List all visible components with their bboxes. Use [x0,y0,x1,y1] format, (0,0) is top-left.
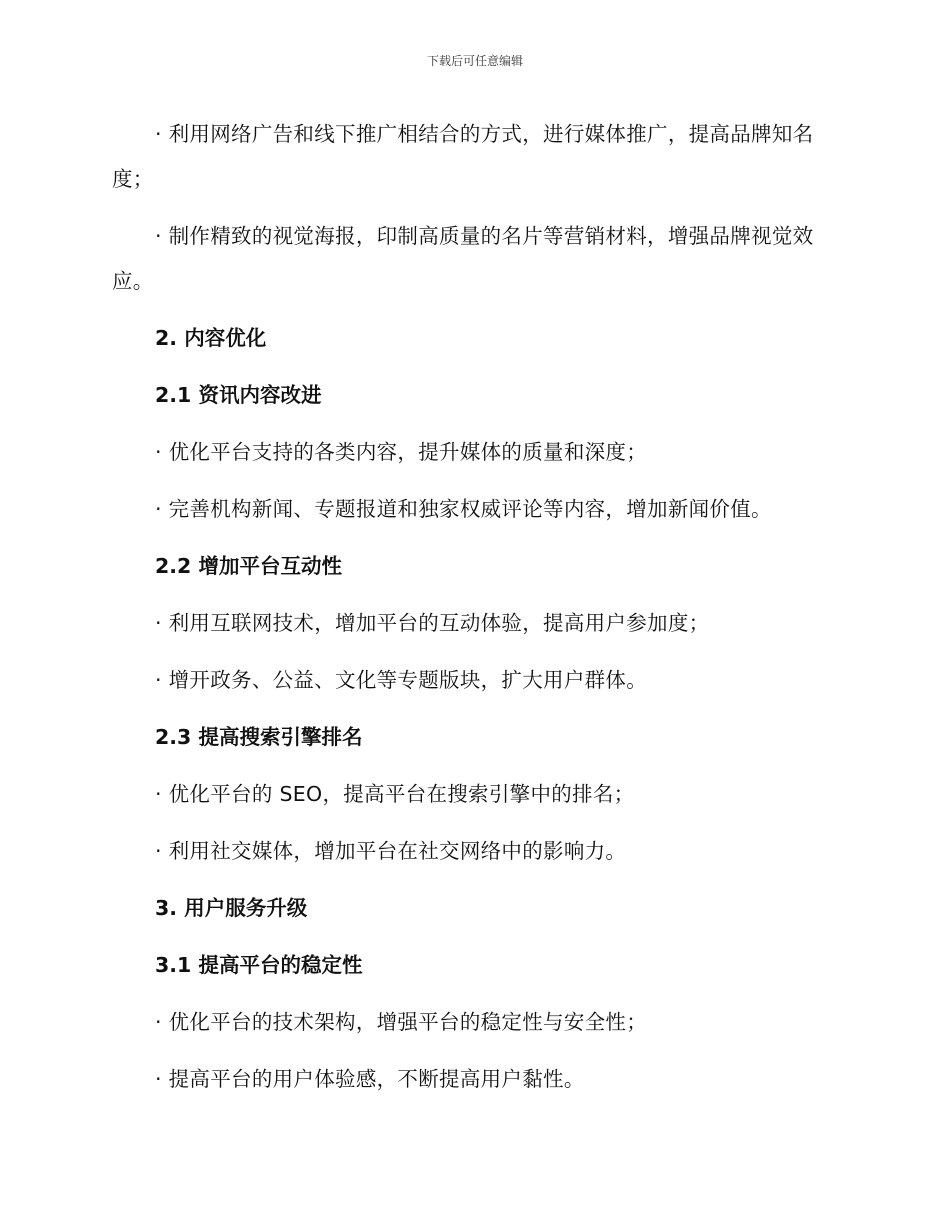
paragraph-tech-architecture: · 优化平台的技术架构，增强平台的稳定性与安全性； [155,1010,648,1034]
paragraph-user-experience: · 提高平台的用户体验感，不断提高用户黏性。 [155,1067,585,1091]
subsection-heading-search-ranking: 2.3 提高搜索引擎排名 [155,725,363,749]
paragraph-topic-sections: · 增开政务、公益、文化等专题版块，扩大用户群体。 [155,668,648,692]
section-heading-user-service: 3. 用户服务升级 [155,896,308,920]
document-body [112,112,824,1114]
subsection-heading-stability: 3.1 提高平台的稳定性 [155,953,363,977]
paragraph-improve-news: · 完善机构新闻、专题报道和独家权威评论等内容，增加新闻价值。 [155,497,772,521]
subsection-heading-interactivity: 2.2 增加平台互动性 [155,554,342,578]
paragraph-brand-promotion: · 利用网络广告和线下推广相结合的方式，进行媒体推广，提高品牌知名度； [112,122,814,191]
section-heading-content-optimization: 2. 内容优化 [155,326,267,350]
paragraph-optimize-content: · 优化平台支持的各类内容，提升媒体的质量和深度； [155,440,648,464]
paragraph-social-media: · 利用社交媒体，增加平台在社交网络中的影响力。 [155,839,627,863]
paragraph-visual-materials: · 制作精致的视觉海报，印制高质量的名片等营销材料，增强品牌视觉效应。 [112,224,814,293]
paragraph-interactive-experience: · 利用互联网技术，增加平台的互动体验，提高用户参加度； [155,611,710,635]
subsection-heading-news-content: 2.1 资讯内容改进 [155,383,322,407]
paragraph-seo: · 优化平台的 SEO，提高平台在搜索引擎中的排名； [155,782,635,806]
page-header-note: 下载后可任意编辑 [426,54,523,68]
